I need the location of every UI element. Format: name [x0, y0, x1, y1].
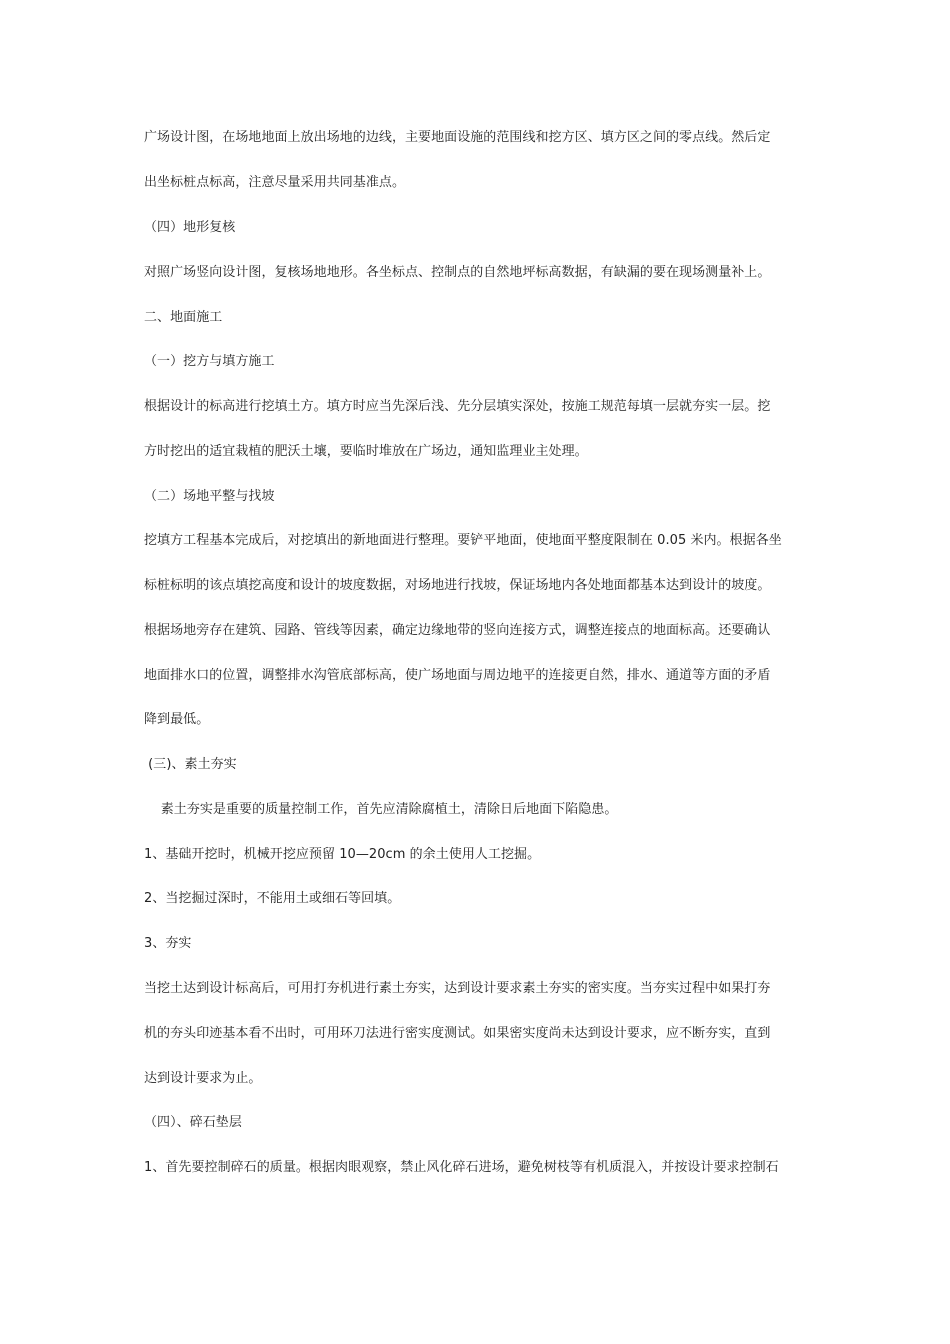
section-heading: （一）挖方与填方施工 — [144, 354, 275, 369]
section-heading: （二）场地平整与找坡 — [144, 489, 275, 504]
section-heading: （四）地形复核 — [144, 220, 236, 235]
paragraph-line: 出坐标桩点标高，注意尽量采用共同基准点。 — [144, 175, 406, 190]
paragraph-line: 根据设计的标高进行挖填土方。填方时应当先深后浅、先分层填实深处，按施工规范每填一层就夯实一层。挖 — [144, 399, 771, 414]
paragraph-line: 方时挖出的适宜栽植的肥沃土壤，要临时堆放在广场边，通知监理业主处理。 — [144, 444, 588, 459]
section-heading: (三)、素土夯实 — [144, 757, 237, 772]
section-heading: 二、地面施工 — [144, 310, 223, 325]
paragraph-line: 降到最低。 — [144, 712, 210, 727]
paragraph-line: 对照广场竖向设计图，复核场地地形。各坐标点、控制点的自然地坪标高数据，有缺漏的要在现场测量补上。 — [144, 265, 771, 280]
paragraph-line: 地面排水口的位置，调整排水沟管底部标高，使广场地面与周边地平的连接更自然，排水、通道等方面的矛盾 — [144, 668, 771, 683]
list-item: 1、基础开挖时，机械开挖应预留 10—20cm 的余土使用人工挖掘。 — [144, 847, 541, 862]
paragraph-line: 标桩标明的该点填挖高度和设计的坡度数据，对场地进行找坡，保证场地内各处地面都基本达到设计的坡度。 — [144, 578, 771, 593]
list-item: 1、首先要控制碎石的质量。根据肉眼观察，禁止风化碎石进场，避免树枝等有机质混入，并按设计要求控制石 — [144, 1160, 779, 1175]
paragraph-line: 素土夯实是重要的质量控制工作，首先应清除腐植土，清除日后地面下陷隐患。 — [144, 802, 618, 817]
section-heading: （四）、碎石垫层 — [144, 1115, 242, 1130]
paragraph-line: 当挖土达到设计标高后，可用打夯机进行素土夯实，达到设计要求素土夯实的密实度。当夯实过程中如果打夯 — [144, 981, 771, 996]
paragraph-line: 广场设计图，在场地地面上放出场地的边线，主要地面设施的范围线和挖方区、填方区之间的零点线。然后定 — [144, 130, 771, 145]
paragraph-line: 达到设计要求为止。 — [144, 1071, 262, 1086]
paragraph-line: 机的夯头印迹基本看不出时，可用环刀法进行密实度测试。如果密实度尚未达到设计要求，应不断夯实，直到 — [144, 1026, 771, 1041]
paragraph-line: 根据场地旁存在建筑、园路、管线等因素，确定边缘地带的竖向连接方式，调整连接点的地面标高。还要确认 — [144, 623, 771, 638]
list-item: 3、夯实 — [144, 936, 192, 951]
list-item: 2、当挖掘过深时，不能用土或细石等回填。 — [144, 891, 401, 906]
paragraph-line: 挖填方工程基本完成后，对挖填出的新地面进行整理。要铲平地面，使地面平整度限制在 0.05 米内。根据各坐 — [144, 533, 782, 548]
